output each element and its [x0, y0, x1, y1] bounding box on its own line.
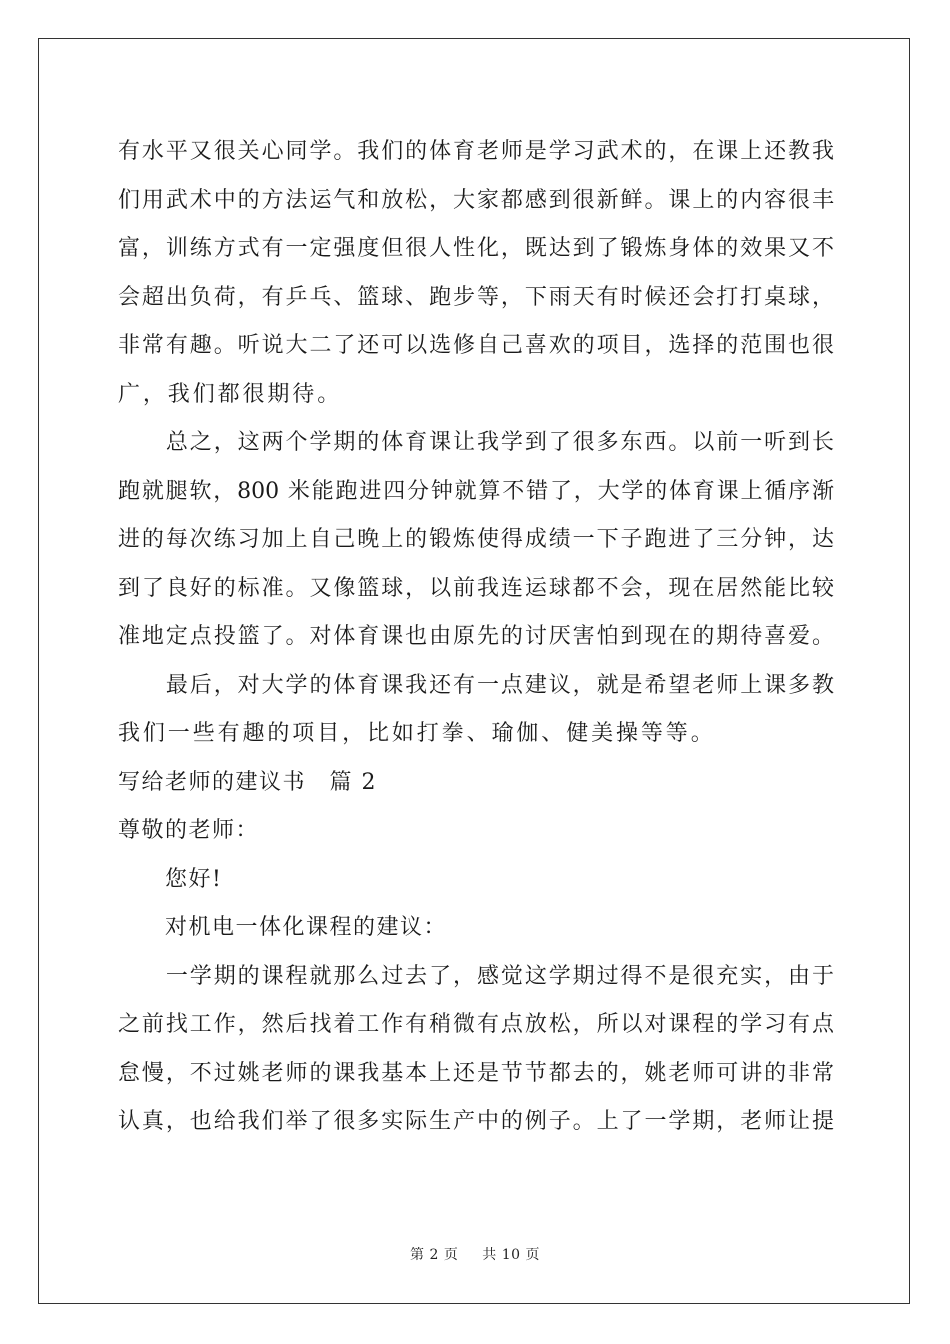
text-line: 准地定点投篮了。对体育课也由原先的讨厌害怕到现在的期待喜爱。: [118, 624, 834, 649]
section-heading: 写给老师的建议书 篇 2: [118, 769, 377, 795]
text-line: 进的每次练习加上自己晚上的锻炼使得成绩一下子跑进了三分钟，达: [118, 527, 834, 552]
page-footer: [0, 1244, 950, 1264]
text-line: 对机电一体化课程的建议：: [118, 915, 448, 940]
text-line: 到了良好的标准。又像篮球，以前我连运球都不会，现在居然能比较: [118, 575, 834, 601]
text-line: 怠慢，不过姚老师的课我基本上还是节节都去的，姚老师可讲的非常: [118, 1060, 834, 1086]
text-line: 有水平又很关心同学。我们的体育老师是学习武术的，在课上还教我: [118, 139, 834, 164]
text-line: 广，我们都很期待。: [118, 381, 343, 407]
page-total: 共 10 页: [482, 1247, 540, 1263]
text-line: 会超出负荷，有乒乓、篮球、跑步等，下雨天有时候还会打打桌球，: [118, 284, 834, 310]
text-line: 富，训练方式有一定强度但很人性化，既达到了锻炼身体的效果又不: [118, 236, 834, 261]
text-line: 非常有趣。听说大二了还可以选修自己喜欢的项目，选择的范围也很: [118, 333, 834, 358]
document-body: [118, 128, 834, 1147]
text-line: 们用武术中的方法运气和放松，大家都感到很新鲜。课上的内容很丰: [118, 187, 834, 213]
text-line: 跑就腿软，800 米能跑进四分钟就算不错了，大学的体育课上循序渐: [118, 478, 834, 504]
text-line: 一学期的课程就那么过去了，感觉这学期过得不是很充实，由于: [118, 963, 834, 989]
text-line: 总之，这两个学期的体育课让我学到了很多东西。以前一听到长: [118, 430, 834, 455]
text-line: 之前找工作，然后找着工作有稍微有点放松，所以对课程的学习有点: [118, 1012, 834, 1037]
text-line: 我们一些有趣的项目，比如打拳、瑜伽、健美操等等。: [118, 721, 716, 746]
text-line: 最后，对大学的体育课我还有一点建议，就是希望老师上课多教: [118, 672, 834, 698]
page-number: 第 2 页: [410, 1247, 459, 1263]
greeting: 您好!: [118, 866, 223, 892]
salutation: 尊敬的老师：: [118, 818, 260, 843]
text-line: 认真，也给我们举了很多实际生产中的例子。上了一学期，老师让提: [118, 1109, 834, 1134]
